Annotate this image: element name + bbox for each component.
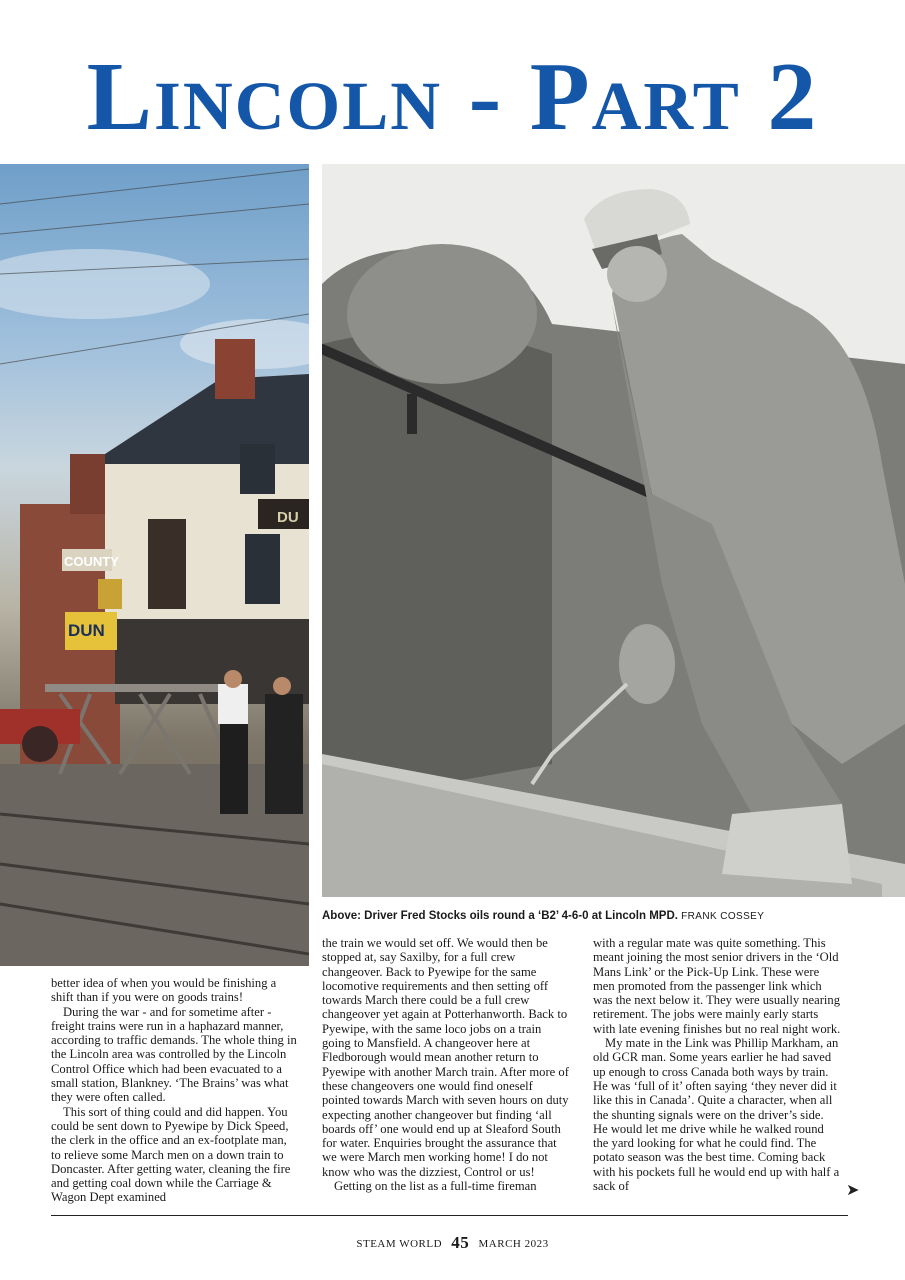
paragraph: During the war - and for sometime after - freight trains were run in a haphazard manner, according to traffic demands. The whole thing in the Lincoln area was controlled by the Lincoln Control Office which had been evacuated to a small station, Blankney. ‘The Brains’ was what they were often called. bbox=[51, 1004, 297, 1105]
street-scene-photo bbox=[0, 164, 309, 966]
paragraph: the train we would set off. We would then be stopped at, say Saxilby, for a full crew changeover. Back to Pyewipe for the same locomotive requirements and then setting off towards March there could be a full crew changeover yet again at Potterhanworth. Back to Pyewipe, with the same loco jobs on a train going to Mansfield. A changeover here at Fledborough would mean another return to Pyewipe with another March train. After more of these changeovers one would find oneself pointed towards March with seven hours on duty expecting another changeover but finding ‘all boards off’ one would end up at Sleaford South for water. Enquiries brought the assurance that we were March men working home! I do not know who was the dizziest, Control or us! bbox=[322, 936, 569, 1179]
footer-rule bbox=[51, 1215, 848, 1216]
paragraph: My mate in the Link was Phillip Markham, an old GCR man. Some years earlier he had saved up enough to cross Canada both ways by train. He was ‘full of it’ often saying ‘they never did it like this in Canada’. Quite a character, when all the shunting signals were on the driver’s side. He would let me drive while he walked round the yard looking for what he could find. The potato season was the best time. Coming back with his pockets full he would end up with half a sack of bbox=[593, 1036, 840, 1194]
article-column-1 bbox=[51, 976, 299, 1205]
locomotive-illustration bbox=[322, 164, 905, 897]
photo-caption bbox=[322, 909, 892, 924]
caption-text: Above: Driver Fred Stocks oils round a ‘B2’ 4-6-0 at Lincoln MPD. bbox=[322, 910, 678, 922]
page-number: 45 bbox=[451, 1233, 470, 1252]
publication-name: STEAM WORLD bbox=[356, 1238, 443, 1250]
page-footer bbox=[0, 1232, 905, 1252]
issue-date: MARCH 2023 bbox=[478, 1238, 549, 1250]
article-column-3 bbox=[593, 936, 841, 1193]
paragraph: better idea of when you would be finishing a shift than if you were on goods trains! bbox=[51, 976, 277, 1005]
photo-credit: FRANK COSSEY bbox=[681, 911, 765, 922]
driver-oiling-locomotive-photo bbox=[322, 164, 905, 897]
street-scene-illustration bbox=[0, 164, 309, 966]
continue-arrow-icon: ➤ bbox=[846, 1180, 860, 1199]
sign-dun: DUN bbox=[68, 621, 105, 640]
sign-du: DU bbox=[277, 509, 299, 526]
page-title: Lincoln - Part 2 bbox=[86, 43, 819, 151]
article-column-2 bbox=[322, 936, 570, 1193]
paragraph: Getting on the list as a full-time fireman bbox=[334, 1179, 537, 1194]
paragraph: with a regular mate was quite something. This meant joining the most senior drivers in the ‘Old Mans Link’ or the Pick-Up Link. These were men promoted from the passenger link which was the next below it. They were usually nearing retirement. The jobs were mainly early starts with late evening finishes but no real night work. bbox=[593, 936, 841, 1036]
sign-county: COUNTY bbox=[64, 554, 119, 569]
paragraph: This sort of thing could and did happen. You could be sent down to Pyewipe by Dick Speed, the clerk in the office and an ex-footplate man, to relieve some March men on a down train to Doncaster. After getting water, cleaning the fire and getting coal down while the Carriage & Wagon Dept examined bbox=[51, 1104, 291, 1205]
